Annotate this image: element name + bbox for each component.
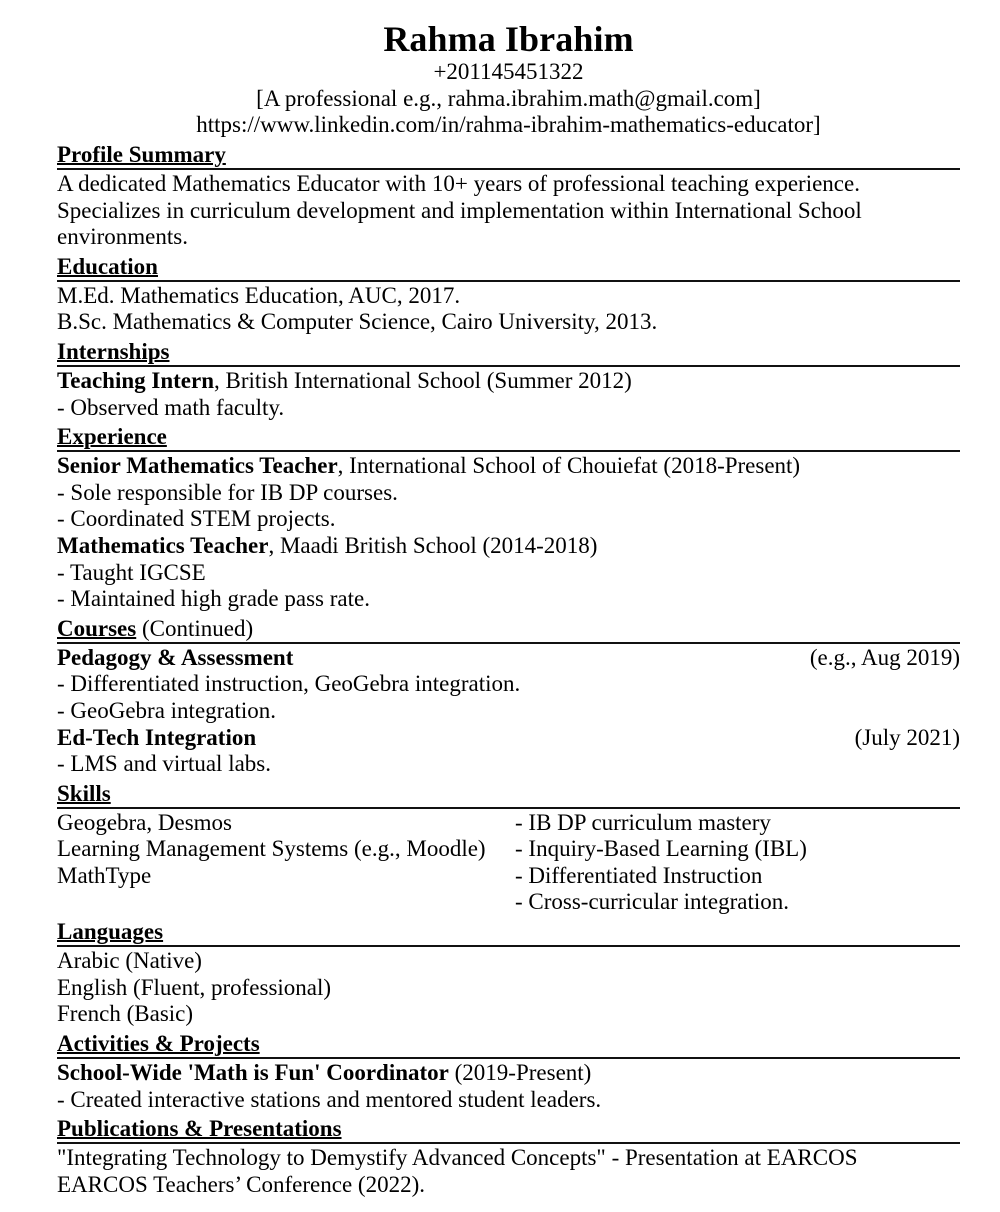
course-bullet: - Differentiated instruction, GeoGebra integration. <box>57 671 521 697</box>
experience-bullet: - Sole responsible for IB DP courses. <box>57 479 398 505</box>
section-heading-education <box>57 253 960 282</box>
language-item: Arabic (Native) <box>57 948 202 974</box>
section-heading-courses <box>57 615 960 644</box>
publication-line: "Integrating Technology to Demystify Advanced Concepts" - Presentation at EARCOS <box>57 1145 858 1171</box>
course-bullet: - LMS and virtual labs. <box>57 751 271 777</box>
experience-bullet: - Taught IGCSE <box>57 559 206 585</box>
section-title: Activities & Projects <box>57 1030 260 1056</box>
section-title: Skills <box>57 780 111 806</box>
skill-item: - IB DP curriculum mastery <box>515 809 771 835</box>
skill-item: - Inquiry-Based Learning (IBL) <box>515 836 807 862</box>
section-title-suffix: (Continued) <box>136 615 254 641</box>
section-title: Languages <box>57 919 164 945</box>
experience-bullet: - Coordinated STEM projects. <box>57 506 336 532</box>
candidate-name: Rahma Ibrahim <box>383 19 634 59</box>
experience-entry-header <box>57 453 960 480</box>
candidate-phone: +201145451322 <box>433 58 584 84</box>
publication-line: EARCOS Teachers’ Conference (2022). <box>57 1171 425 1197</box>
course-date: (e.g., Aug 2019) <box>809 644 960 670</box>
section-profile-summary <box>57 141 960 251</box>
section-education <box>57 253 960 336</box>
section-title: Courses <box>57 615 137 641</box>
skills-right-column <box>515 810 960 916</box>
activity-dates: (2019-Present) <box>448 1059 592 1085</box>
skill-item: Learning Management Systems (e.g., Moodle) <box>57 836 486 862</box>
skills-left-column <box>57 810 515 916</box>
section-title: Internships <box>57 338 170 364</box>
internship-role: Teaching Intern <box>57 368 214 394</box>
activity-title: School-Wide 'Math is Fun' Coordinator <box>57 1059 449 1085</box>
course-title: Ed-Tech Integration <box>57 724 257 750</box>
candidate-email: [A professional e.g., rahma.ibrahim.math@gmail.com] <box>256 85 761 111</box>
section-internships <box>57 338 960 421</box>
section-title: Publications & Presentations <box>57 1116 342 1142</box>
section-publications-presentations <box>57 1115 960 1198</box>
candidate-linkedin: https://www.linkedin.com/in/rahma-ibrahim-mathematics-educator] <box>196 112 821 138</box>
experience-org: , Maadi British School (2014-2018) <box>268 533 598 559</box>
section-heading-publications-presentations <box>57 1115 960 1144</box>
language-item: English (Fluent, professional) <box>57 974 332 1000</box>
section-experience <box>57 423 960 613</box>
activity-entry-header <box>57 1060 960 1087</box>
resume-header <box>57 0 960 139</box>
internship-entry-header <box>57 368 960 395</box>
course-title: Pedagogy & Assessment <box>57 644 294 670</box>
section-heading-experience <box>57 423 960 452</box>
section-languages <box>57 918 960 1028</box>
section-title: Education <box>57 253 158 279</box>
experience-org: , International School of Chouiefat (2018-Present) <box>337 453 801 479</box>
experience-role: Mathematics Teacher <box>57 533 269 559</box>
section-title: Profile Summary <box>57 141 226 167</box>
skill-item: MathType <box>57 862 152 888</box>
course-date: (July 2021) <box>854 724 960 750</box>
section-heading-skills <box>57 780 960 809</box>
internship-org: , British International School (Summer 2012) <box>213 368 632 394</box>
skills-columns <box>57 810 960 916</box>
resume-content <box>57 0 960 1198</box>
section-courses <box>57 615 960 778</box>
section-heading-activities-projects <box>57 1030 960 1059</box>
section-skills <box>57 780 960 916</box>
experience-bullet: - Maintained high grade pass rate. <box>57 586 370 612</box>
activity-bullet: - Created interactive stations and mentored student leaders. <box>57 1086 602 1112</box>
education-item: B.Sc. Mathematics & Computer Science, Cairo University, 2013. <box>57 309 658 335</box>
section-heading-internships <box>57 338 960 367</box>
skill-item: - Cross-curricular integration. <box>515 889 789 915</box>
section-activities-projects <box>57 1030 960 1113</box>
section-title: Experience <box>57 424 167 450</box>
course-entry-header <box>57 725 960 752</box>
skill-item: Geogebra, Desmos <box>57 809 233 835</box>
internship-bullet: - Observed math faculty. <box>57 394 285 420</box>
course-entry-header <box>57 645 960 672</box>
education-item: M.Ed. Mathematics Education, AUC, 2017. <box>57 282 461 308</box>
section-heading-profile-summary <box>57 141 960 170</box>
language-item: French (Basic) <box>57 1001 194 1027</box>
experience-role: Senior Mathematics Teacher <box>57 453 338 479</box>
skill-item: - Differentiated Instruction <box>515 862 763 888</box>
course-bullet: - GeoGebra integration. <box>57 697 277 723</box>
experience-entry-header <box>57 533 960 560</box>
profile-summary-text: A dedicated Mathematics Educator with 10+ years of professional teaching experience. Specializes in curriculum development and implementation within International School environments. <box>57 171 862 250</box>
section-heading-languages <box>57 918 960 947</box>
